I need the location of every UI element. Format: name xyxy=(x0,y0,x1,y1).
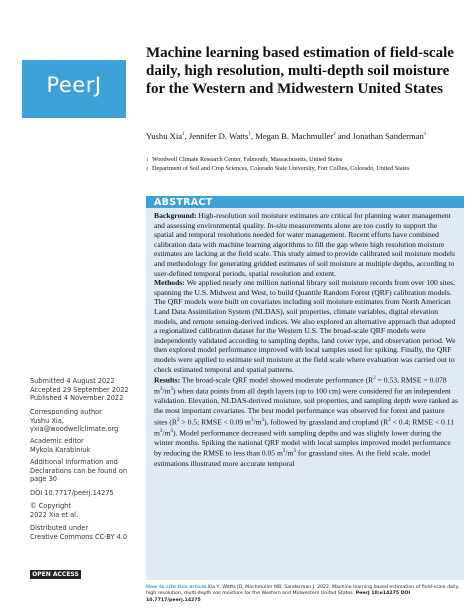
results-text: > 0.5; RMSE < 0.09 m xyxy=(181,417,251,427)
affiliation-2 xyxy=(146,165,446,173)
results-text: = 0.53, RMSE = 0.078 m xyxy=(154,375,447,396)
methods-label: Methods: xyxy=(154,278,185,288)
doi-text[interactable]: DOI 10.7717/peerj.14275 xyxy=(30,489,114,497)
superscript: 3 xyxy=(261,417,264,423)
author-name: Yushu Xia xyxy=(146,130,183,141)
author-separator: and xyxy=(335,130,353,141)
editor-label: Academic editor xyxy=(30,437,84,445)
academic-editor-block xyxy=(30,437,142,454)
license-link[interactable]: Creative Commons CC-BY 4.0 xyxy=(30,532,128,541)
author-separator: , xyxy=(184,130,189,141)
abstract-heading-bar xyxy=(146,196,464,208)
methods-text: We applied nearly one million national library soil moisture records from over 100 sites, spanning the U.S. Midwest and West, to build Quantile Random Forest (QRF) calibration models. The QRF models were built on covariates including soil moisture estimates from North American Land Data Assimilation System (NLDAS), soil properties, climate variables, digital elevation models, and remote sensing-derived indices. We also explored an alternative approach that adopted a regionalized calibration dataset for the Western U.S. The broad-scale QRF models were independently validated according to sampling depths, land cover type, and observation period. We then explored model performance improved with local samples used for spiking. Finally, the QRF models were applied to estimate soil moisture at the field scale where evaluation was carried out to check estimated temporal and spatial patterns. xyxy=(154,278,456,374)
abstract-box xyxy=(146,208,464,580)
cite-label: How to cite this article xyxy=(146,585,207,590)
superscript: 2 xyxy=(177,417,180,423)
license-block xyxy=(30,524,142,541)
author-name: Jennifer D. Watts xyxy=(188,130,249,141)
results-text: ) when data points from all depth layers (up to 100 cm) were considered for an independent validation. Elevation, NLDAS-derived moisture, soil properties, and sampling depth were ranked as the most important covariates. The best model performance was observed for forest and pasture sites (R xyxy=(154,386,458,427)
affiliation-1 xyxy=(146,156,446,164)
additional-info-line: Additional Information and xyxy=(30,458,118,466)
superscript: 3 xyxy=(170,428,173,434)
cite-doi[interactable]: DOI 10.7717/peerj.14275 xyxy=(146,591,411,603)
copyright-icon: © xyxy=(30,502,37,510)
corresponding-email-link[interactable]: yxia@woodwellclimate.org xyxy=(30,425,119,434)
superscript: 3 xyxy=(282,449,286,455)
results-label: Results: xyxy=(154,375,181,385)
editor-name: Mykola Karabiniuk xyxy=(30,445,91,454)
copyright-line: 2022 Xia et al. xyxy=(30,510,79,519)
author-affiliation-number: 1 xyxy=(248,132,251,137)
doi[interactable] xyxy=(30,489,142,498)
abstract-text xyxy=(154,211,458,468)
author-separator: , xyxy=(250,130,256,141)
license-line: Distributed under xyxy=(30,524,89,532)
results-text: < 0.4; RMSE < 0.11 m xyxy=(154,417,455,438)
citation-footer xyxy=(146,585,464,604)
background-label: Background: xyxy=(154,211,197,220)
peerj-logo xyxy=(22,60,126,118)
results-text: The broad-scale QRF model showed moderate performance (R xyxy=(181,375,374,385)
results-text: /m xyxy=(162,428,171,438)
results-text: ), followed by grassland and cropland (R xyxy=(263,417,389,427)
corresponding-label: Corresponding author xyxy=(30,408,102,416)
article-title: Machine learning based estimation of field-scale daily, high resolution, multi-depth soil moisture for the Western and Midwestern United States xyxy=(146,45,454,97)
results-text: ). Model performance decreased with sampling depths and was slightly lower during the winter months. Spiking the national QRF model with local samples improved model performance by reducing the RMSE to less than 0.05 m xyxy=(154,428,451,458)
superscript: 3 xyxy=(250,417,254,423)
abstract-methods-paragraph xyxy=(154,278,458,374)
author-list xyxy=(146,129,464,142)
abstract-heading: ABSTRACT xyxy=(154,197,213,208)
additional-info-line: Declarations can be found on xyxy=(30,466,128,475)
published-date: Published 4 November 2022 xyxy=(30,394,124,403)
affiliation-text: Department of Soil and Crop Sciences, Colorado State University, Fort Collins, Colorado, United States xyxy=(152,165,410,172)
copyright-label-text: Copyright xyxy=(38,502,71,510)
superscript: 3 xyxy=(293,449,296,455)
cite-journal: PeerJ 10:e14275 xyxy=(355,591,400,597)
publication-dates xyxy=(30,377,142,403)
abstract-background-paragraph xyxy=(154,211,458,278)
results-text: /m xyxy=(253,417,262,427)
author-affiliation-number: 1 xyxy=(182,132,185,137)
copyright-label xyxy=(30,502,142,511)
superscript: 3 xyxy=(159,428,163,434)
accepted-date: Accepted 29 September 2022 xyxy=(30,385,129,394)
author-name: Jonathan Sanderman xyxy=(352,130,424,141)
affiliation-number: 2 xyxy=(146,166,149,171)
abstract-results-paragraph xyxy=(154,374,458,468)
background-italic: In-situ xyxy=(267,220,288,230)
superscript: 3 xyxy=(170,387,173,393)
results-text: /m xyxy=(162,386,171,396)
author-affiliation-number: 2 xyxy=(333,132,336,137)
corresponding-name: Yushu Xia, xyxy=(30,416,64,425)
additional-information-block xyxy=(30,458,142,484)
affiliation-text: Woodwell Climate Research Center, Falmouth, Massachusetts, United States xyxy=(152,156,343,163)
results-text: /m xyxy=(285,448,294,458)
superscript: 2 xyxy=(373,376,376,382)
superscript: 3 xyxy=(159,387,163,393)
background-text-2: measurements alone are too costly to support the spatial and temporal resolutions needed for water management. Recent efforts have combined calibration data with machine learning algorithms to fill the gap where high resolution moisture estimates are lacking at the field scale. This study aimed to provide calibrated soil moisture models and methodology for generating gridded estimates of soil moisture at multiple depths, according to user-defined temporal periods, spatial resolution and extent. xyxy=(154,220,455,278)
author-name: Megan B. Machmuller xyxy=(255,130,334,141)
background-text-1: High-resolution soil moisture estimates are critical for planning water management and assessing environmental quality. xyxy=(154,211,451,230)
peerj-logo-text: PeerJ xyxy=(46,73,102,97)
submitted-date: Submitted 4 August 2022 xyxy=(30,377,115,385)
affiliation-number: 1 xyxy=(146,157,149,162)
additional-info-line: page 30 xyxy=(30,475,57,484)
results-text: for grassland sites. At the field scale, model estimations illustrated more accurate temporal xyxy=(154,448,431,468)
corresponding-author-block xyxy=(30,408,142,434)
cite-text: Xia Y, Watts JD, Machmuller MB, Sanderman J. 2022. Machine learning based estimation of field-scale daily, high resolution, multi-depth soil moisture for the Western and Midwestern United States. xyxy=(146,585,460,597)
author-affiliation-number: 1 xyxy=(423,132,427,137)
superscript: 2 xyxy=(388,417,391,423)
copyright-block xyxy=(30,502,142,519)
open-access-badge: OPEN ACCESS xyxy=(30,570,81,579)
